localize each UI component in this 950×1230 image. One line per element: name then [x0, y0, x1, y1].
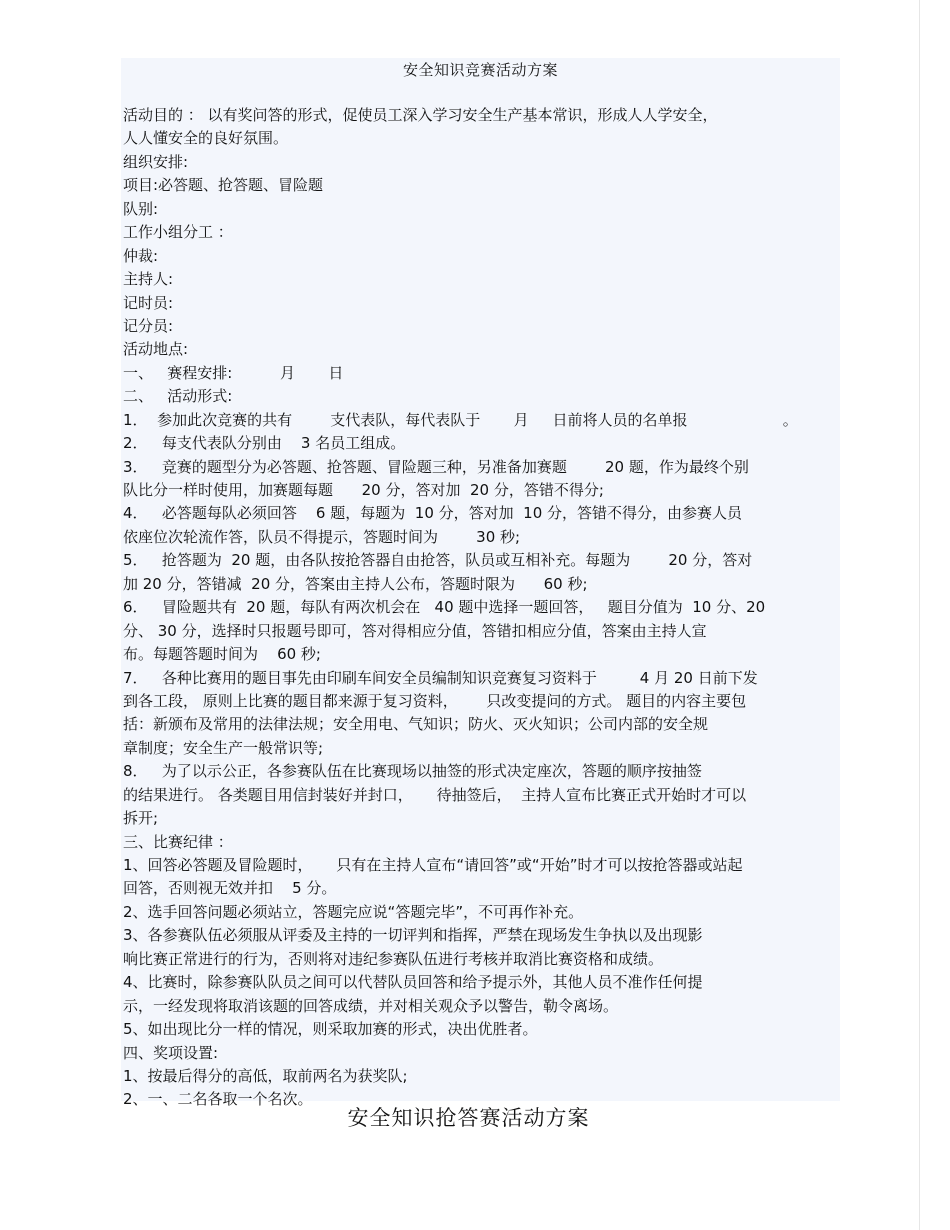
document-line: 1． 参加此次竞赛的共有 支代表队，每代表队于 月 日前将人员的名单报 。: [123, 410, 798, 429]
document-line: 仲裁:: [123, 246, 159, 265]
document-line: 主持人:: [123, 270, 174, 289]
document-line: 拆开;: [123, 809, 159, 828]
document-line: 4． 必答题每队必须回答 6 题，每题为 10 分，答对加 10 分，答错不得分，由参赛人员: [123, 504, 743, 523]
document-line: 记分员:: [123, 316, 174, 335]
document-line: 2． 每支代表队分别由 3 名员工组成。: [123, 434, 406, 453]
document-line: 人人懂安全的良好氛围。: [123, 129, 289, 148]
document-line: 5． 抢答题为 20 题，由各队按抢答器自由抢答，队员或互相补充。每题为 20 分，答对: [123, 551, 753, 570]
document-line: 6． 冒险题共有 20 题，每队有两次机会在 40 题中选择一题回答， 题目分值为 10 分、20: [123, 598, 766, 617]
document-line: 依座位次轮流作答，队员不得提示，答题时间为 30 秒;: [123, 527, 521, 546]
document-line: 响比赛正常进行的行为，否则将对违纪参赛队伍进行考核并取消比赛资格和成绩。: [123, 949, 664, 968]
document-line: 活动地点:: [123, 340, 189, 359]
document-line: 组织安排:: [123, 152, 189, 171]
document-line: 3、各参赛队伍必须服从评委及主持的一切评判和指挥，严禁在现场发生争执以及出现影: [123, 926, 703, 945]
document-line: 1、回答必答题及冒险题时， 只有在主持人宣布“请回答”或“开始”时才可以按抢答器或站起: [123, 856, 743, 874]
document-line: 的结果进行。 各类题目用信封装好并封口， 待抽签后， 主持人宣布比赛正式开始时才可以: [123, 785, 747, 804]
document-line: 项目:必答题、抢答题、冒险题: [123, 176, 324, 195]
document-line: 7． 各种比赛用的题目事先由印刷车间安全员编制知识竞赛复习资料于 4 月 20 日前下发: [123, 668, 758, 687]
document-line: 3． 竞赛的题型分为必答题、抢答题、冒险题三种，另准备加赛题 20 题，作为最终个别: [123, 457, 749, 476]
document-line: 队别:: [123, 199, 159, 218]
document-line: 5、如出现比分一样的情况，则采取加赛的形式，决出优胜者。: [123, 1020, 538, 1039]
document-line: 1、按最后得分的高低，取前两名为获奖队;: [123, 1066, 408, 1085]
page-edge-rule: [919, 0, 920, 1230]
document-line: 4、比赛时，除参赛队队员之间可以代替队员回答和给予提示外，其他人员不准作任何提: [123, 973, 703, 992]
document-line: 加 20 分，答错减 20 分，答案由主持人公布，答题时限为 60 秒;: [123, 574, 588, 593]
document-title: 安全知识竞赛活动方案: [402, 61, 558, 79]
footer-title: 安全知识抢答赛活动方案: [347, 1106, 590, 1130]
document-line: 示，一经发现将取消该题的回答成绩，并对相关观众予以警告，勒令离场。: [123, 996, 619, 1015]
document-line: 布。每题答题时间为 60 秒;: [123, 645, 321, 664]
document-line: 记时员:: [123, 293, 174, 312]
document-body: [123, 104, 858, 1112]
document-line: 回答，否则视无效并扣 5 分。: [123, 879, 337, 898]
document-line: 三、比赛纪律 ：: [123, 832, 233, 851]
document-line: 2、选手回答问题必须站立，答题完应说“答题完毕”，不可再作补充。: [123, 902, 584, 921]
document-line: 括：新颁布及常用的法律法规；安全用电、气知识；防火、灭火知识；公司内部的安全规: [123, 715, 709, 734]
document-line: 8． 为了以示公正，各参赛队伍在比赛现场以抽签的形式决定座次，答题的顺序按抽签: [123, 762, 702, 781]
document-line: 2、一、二名各取一个名次。: [123, 1090, 313, 1109]
document-line: 队比分一样时使用，加赛题每题 20 分，答对加 20 分，答错不得分;: [123, 481, 604, 499]
document-line: 分、 30 分，选择时只报题号即可，答对得相应分值，答错扣相应分值，答案由主持人宣: [123, 621, 707, 640]
document-line: 活动目的 ： 以有奖问答的形式，促使员工深入学习安全生产基本常识，形成人人学安全，: [123, 106, 718, 124]
document-line: 二、 活动形式:: [123, 387, 233, 406]
document-line: 四、奖项设置:: [123, 1043, 219, 1062]
document-line: 章制度；安全生产一般常识等;: [123, 738, 324, 757]
document-line: 工作小组分工 ：: [123, 223, 233, 242]
document-line: 到各工段， 原则上比赛的题目都来源于复习资料， 只改变提问的方式。 题目的内容主要包: [123, 691, 747, 710]
document-line: 一、 赛程安排: 月 日: [123, 363, 344, 382]
